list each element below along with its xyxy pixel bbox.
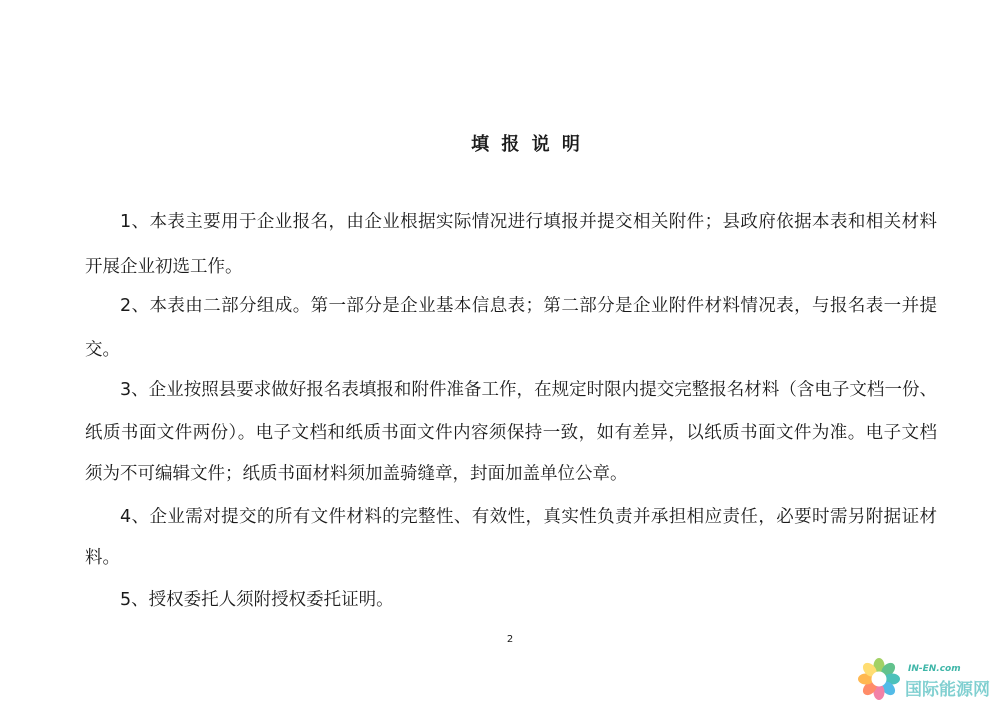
paragraph-line: 4、企业需对提交的所有文件材料的完整性、有效性，真实性负责并承担相应责任，必要时需另附据证材 — [120, 507, 937, 527]
logo-center — [872, 672, 887, 687]
paragraph-line: 开展企业初选工作。 — [85, 257, 243, 277]
paragraph-line: 须为不可编辑文件；纸质书面材料须加盖骑缝章，封面加盖单位公章。 — [85, 464, 628, 484]
paragraph-line: 2、本表由二部分组成。第一部分是企业基本信息表；第二部分是企业附件材料情况表，与报名表一并提 — [120, 296, 937, 316]
paragraph-line: 5、授权委托人须附授权委托证明。 — [120, 590, 394, 610]
logo-brand-en: IN-EN.com — [908, 664, 961, 674]
document-title: 填 报 说 明 — [471, 134, 583, 155]
paragraph-line: 3、企业按照县要求做好报名表填报和附件准备工作，在规定时限内提交完整报名材料（含电子文档一份、 — [120, 380, 937, 400]
paragraph-line: 纸质书面文件两份）。电子文档和纸质书面文件内容须保持一致，如有差异，以纸质书面文件为准。电子文档 — [85, 423, 937, 443]
page-number: 2 — [506, 634, 514, 645]
paragraph-line: 1、本表主要用于企业报名，由企业根据实际情况进行填报并提交相关附件；县政府依据本表和相关材料 — [120, 212, 937, 232]
watermark-logo — [855, 648, 998, 704]
paragraph-line: 交。 — [85, 340, 120, 360]
logo-brand-cn: 国际能源网 — [905, 680, 990, 700]
paragraph-line: 料。 — [85, 548, 120, 568]
flower-logo-icon — [858, 658, 900, 700]
